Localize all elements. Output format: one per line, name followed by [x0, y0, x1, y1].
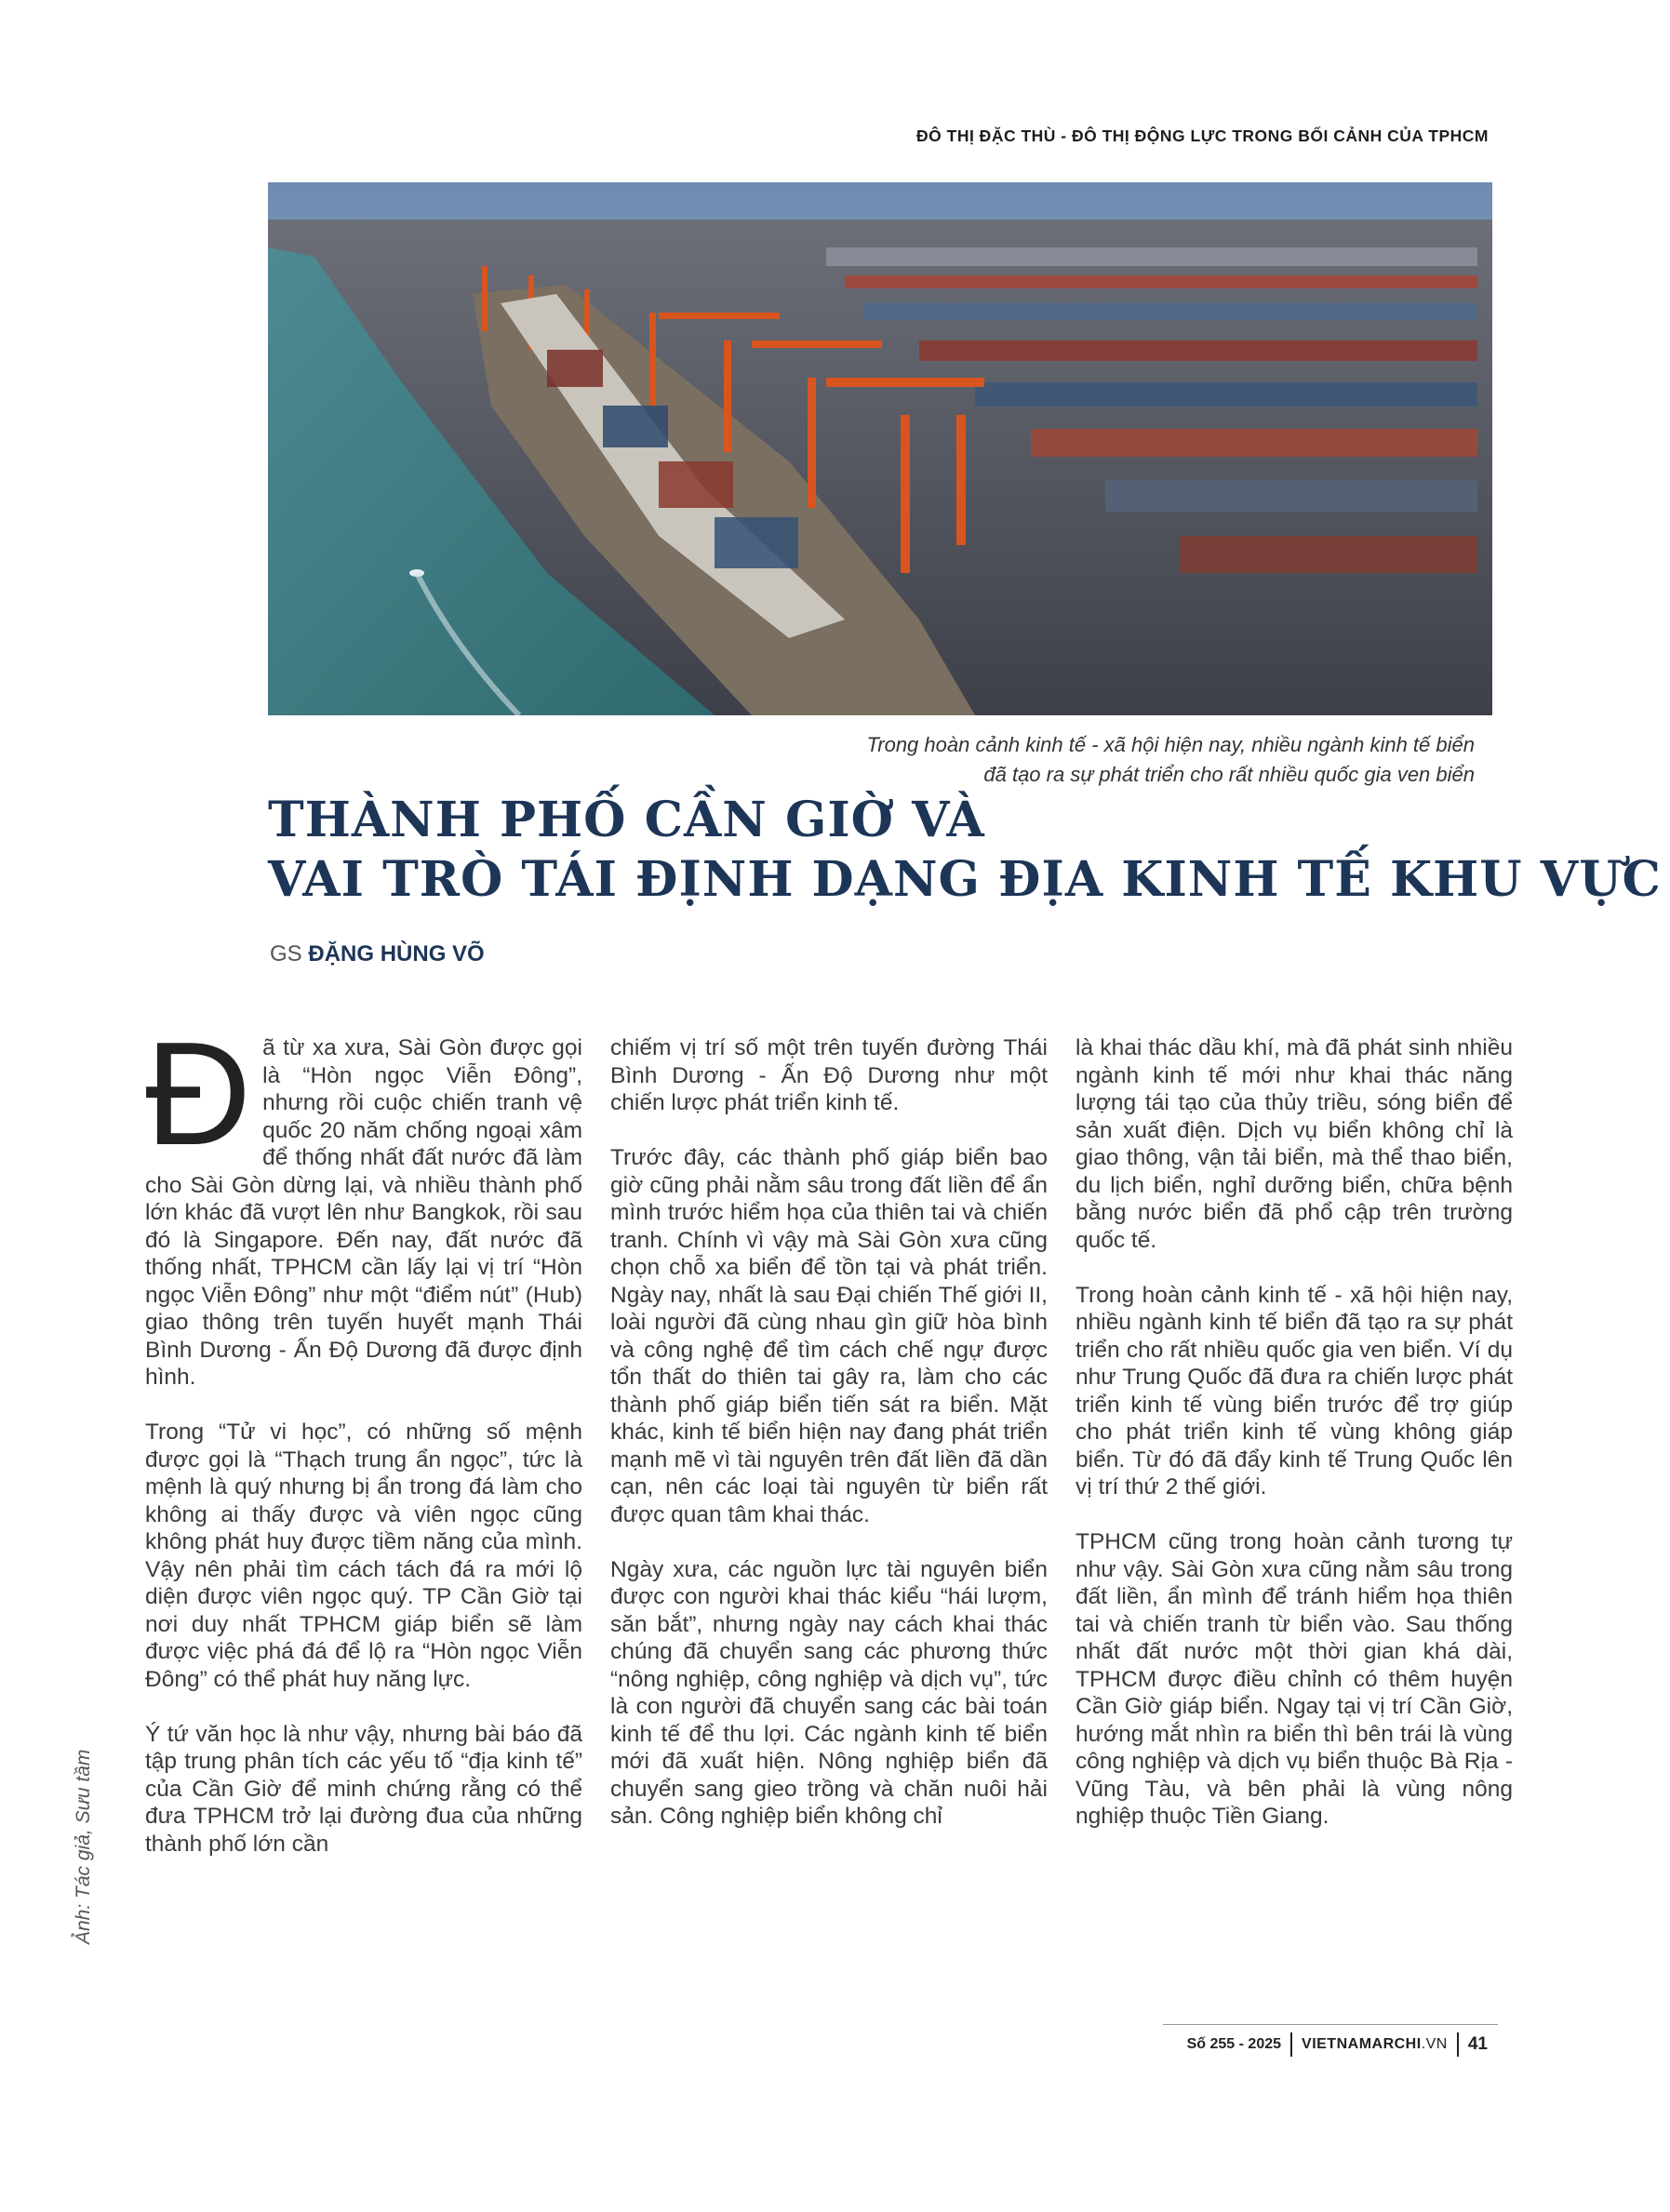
article-title-line-1: THÀNH PHỐ CẦN GIỜ VÀ	[268, 792, 985, 848]
paragraph: Trong hoàn cảnh kinh tế - xã hội hiện nay, nhiều ngành kinh tế biển đã tạo ra sự phát triển cho rất nhiều quốc gia ven biển. Ví dụ như Trung Quốc đã đưa ra chiến lược phát triển kinh tế vùng biển trước để trợ giúp cho phát triển kinh tế vùng không giáp biển. Từ đó đã đẩy kinh tế Trung Quốc lên vị trí thứ 2 thế giới.	[1075, 1282, 1513, 1499]
container-port-photo	[268, 182, 1492, 715]
author-prefix: GS	[270, 941, 302, 966]
website-suffix: .VN	[1421, 2036, 1448, 2052]
website-name	[1302, 2036, 1448, 2053]
paragraph	[145, 1012, 582, 1392]
section-header: ĐÔ THỊ ĐẶC THÙ - ĐÔ THỊ ĐỘNG LỰC TRONG BỐI CẢNH CỦA TPHCM	[916, 127, 1489, 145]
photo-credit: Ảnh: Tác giả, Sưu tầm	[73, 1749, 94, 1944]
paragraph: là khai thác dầu khí, mà đã phát sinh nhiều ngành kinh tế mới như khai thác năng lượng tái tạo của thủy triều, sóng biển để sản xuất điện. Dịch vụ biển không chỉ là giao thông, vận tải biển, mà thể thao biển, du lịch biển, nghỉ dưỡng biển, chữa bệnh bằng nước biển đã phổ cập trên trường quốc tế.	[1075, 1035, 1513, 1253]
paragraph: chiếm vị trí số một trên tuyến đường Thái Bình Dương - Ấn Độ Dương như một chiến lược phát triển kinh tế.	[610, 1035, 1048, 1115]
article-column-3	[1075, 1034, 1513, 1858]
photo-caption-line-2: đã tạo ra sự phát triển cho rất nhiều quốc gia ven biển	[983, 763, 1475, 786]
paragraph: TPHCM cũng trong hoàn cảnh tương tự như vậy. Sài Gòn xưa cũng nằm sâu trong đất liền, ẩn mình để tránh hiểm họa thiên tai và chiến tranh từ biển vào. Sau thống nhất đất nước một thời gian khá dài, TPHCM được điều chỉnh có thêm huyện Cần Giờ giáp biển. Ngay tại vị trí Cần Giờ, hướng mắt nhìn ra biển thì bên trái là vùng công nghiệp và dịch vụ biển thuộc Bà Rịa - Vũng Tàu, và bên phải là vùng nông nghiệp thuộc Tiền Giang.	[1075, 1529, 1513, 1829]
photo-caption-line-1: Trong hoàn cảnh kinh tế - xã hội hiện nay, nhiều ngành kinh tế biển	[866, 733, 1475, 756]
footer-separator	[1290, 2032, 1292, 2057]
author-byline	[270, 941, 485, 967]
photo-caption	[637, 730, 1475, 790]
author-name: ĐẶNG HÙNG VÕ	[308, 941, 485, 966]
drop-cap: Đ	[145, 1012, 252, 1176]
footer-divider	[1163, 2024, 1498, 2025]
paragraph: Ý tứ văn học là như vậy, nhưng bài báo đã tập trung phân tích các yếu tố “địa kinh tế” của Cần Giờ để minh chứng rằng có thể đưa TPHCM trở lại đường đua của những thành phố lớn cần	[145, 1721, 582, 1857]
hero-photo-container-port	[268, 182, 1492, 715]
article-column-1	[145, 1012, 582, 1886]
issue-number: Số 255 - 2025	[1186, 2036, 1282, 2052]
paragraph: Trong “Tử vi học”, có những số mệnh được gọi là “Thạch trung ẩn ngọc”, tức là mệnh là quý nhưng bị ẩn trong đá làm cho không ai thấy được và viên ngọc cũng không phát huy được tiềm năng của mình. Vậy nên phải tìm cách tách đá ra mới lộ diện được viên ngọc quý. TP Cần Giờ tại nơi duy nhất TPHCM giáp biển sẽ làm được việc phá đá để lộ ra “Hòn ngọc Viễn Đông” có thể phát huy năng lực.	[145, 1419, 582, 1692]
paragraph: Trước đây, các thành phố giáp biển bao giờ cũng phải nằm sâu trong đất liền để ẩn mình trước hiểm họa của thiên tai và chiến tranh. Chính vì vậy mà Sài Gòn xưa cũng chọn chỗ xa biển để tồn tại và phát triển. Ngày nay, nhất là sau Đại chiến Thế giới II, loài người đã cùng nhau gìn giữ hòa bình và công nghệ để tìm cách chế ngự được tổn thất do thiên tai gây ra, làm cho các thành phố giáp biển tiến sát ra biển. Mặt khác, kinh tế biển hiện nay đang phát triển mạnh mẽ vì tài nguyên trên đất liền đã dần cạn, nên các loại tài nguyên từ biển rất được quan tâm khai thác.	[610, 1145, 1048, 1527]
article-title	[268, 791, 1662, 910]
article-title-line-2: VAI TRÒ TÁI ĐỊNH DẠNG ĐỊA KINH TẾ KHU VỰC	[268, 851, 1662, 908]
page-footer	[1187, 2032, 1488, 2057]
article-column-2	[610, 1034, 1048, 1858]
paragraph: Ngày xưa, các nguồn lực tài nguyên biển được con người khai thác kiểu “hái lượm, săn bắt”, nhưng ngày nay cách khai thác chúng đã chuyển sang các phương thức “nông nghiệp, công nghiệp và dịch vụ”, tức là con người đã chuyển sang các bài toán kinh tế để thu lợi. Các ngành kinh tế biển mới đã xuất hiện. Nông nghiệp biển đã chuyển sang gieo trồng và chăn nuôi hải sản. Công nghiệp biển không chỉ	[610, 1556, 1048, 1829]
page-number: 41	[1467, 2034, 1488, 2054]
footer-separator	[1457, 2032, 1459, 2057]
website-main: VIETNAMARCHI	[1302, 2036, 1422, 2052]
paragraph-text: ã từ xa xưa, Sài Gòn được gọi là “Hòn ngọc Viễn Đông”, nhưng rồi cuộc chiến tranh vệ quốc 20 năm chống ngoại xâm để thống nhất đất nước đã làm cho Sài Gòn dừng lại, và nhiều thành phố lớn khác đã vượt lên như Bangkok, rồi sau đó là Singapore. Đến nay, đất nước đã thống nhất, TPHCM cần lấy lại vị trí “Hòn ngọc Viễn Đông” như một “điểm nút” (Hub) giao thông trên tuyến huyết mạnh Thái Bình Dương - Ấn Độ Dương đã được định hình.	[145, 1035, 582, 1390]
